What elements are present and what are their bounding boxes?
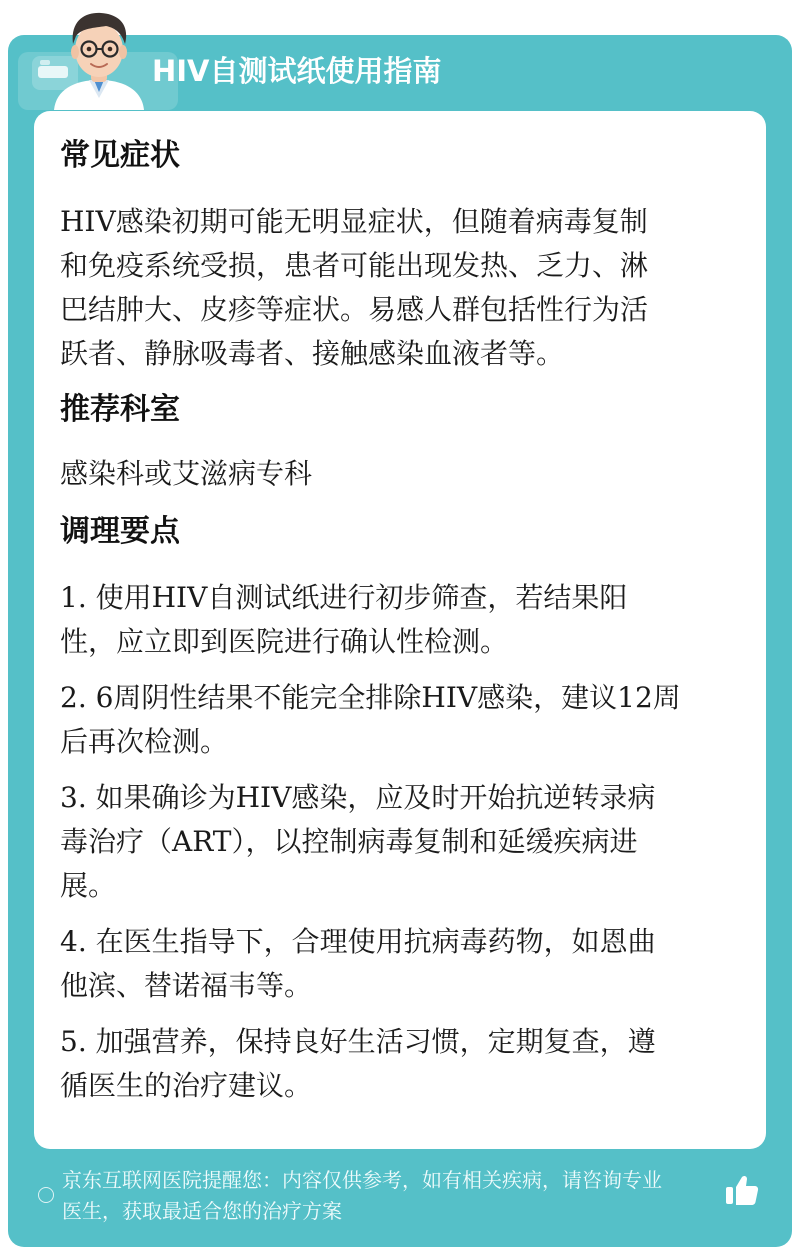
guide-content: [60, 130, 740, 1108]
symptoms-line: 和免疫系统受损，患者可能出现发热、乏力、淋: [60, 249, 649, 282]
care-item: [60, 776, 740, 908]
care-item-line: 性，应立即到医院进行确认性检测。: [60, 625, 509, 658]
care-item: [60, 920, 740, 1008]
care-item-line: 5. 加强营养，保持良好生活习惯，定期复查，遵: [60, 1025, 656, 1058]
doctor-avatar: [46, 6, 152, 110]
care-item: [60, 676, 740, 764]
care-item-line: 毒治疗（ART），以控制病毒复制和延缓疾病进: [60, 825, 638, 858]
care-item-line: 后再次检测。: [60, 725, 229, 758]
care-item-line: 1. 使用HIV自测试纸进行初步筛查，若结果阳: [60, 581, 628, 614]
symptoms-paragraph: [60, 200, 740, 376]
thumbs-up-icon[interactable]: [725, 1174, 759, 1206]
care-heading: 调理要点: [60, 514, 180, 549]
care-item: [60, 576, 740, 664]
symptoms-line: 跃者、静脉吸毒者、接触感染血液者等。: [60, 337, 565, 370]
symptoms-heading: 常见症状: [60, 138, 180, 173]
info-icon: [38, 1187, 54, 1203]
disclaimer-text: [62, 1165, 728, 1227]
symptoms-line: HIV感染初期可能无明显症状，但随着病毒复制: [60, 205, 648, 238]
disclaimer-line: 京东互联网医院提醒您：内容仅供参考，如有相关疾病，请咨询专业: [62, 1168, 662, 1192]
care-item-line: 展。: [60, 869, 117, 902]
department-heading: 推荐科室: [60, 392, 180, 427]
department-text: 感染科或艾滋病专科: [60, 457, 313, 490]
care-item-line: 2. 6周阴性结果不能完全排除HIV感染，建议12周: [60, 681, 681, 714]
care-item-line: 3. 如果确诊为HIV感染，应及时开始抗逆转录病: [60, 781, 656, 814]
care-item: [60, 1020, 740, 1108]
care-item-line: 4. 在医生指导下，合理使用抗病毒药物，如恩曲: [60, 925, 656, 958]
disclaimer-line: 医生，获取最适合您的治疗方案: [62, 1199, 342, 1223]
symptoms-line: 巴结肿大、皮疹等症状。易感人群包括性行为活: [60, 293, 649, 326]
care-item-line: 他滨、替诺福韦等。: [60, 969, 313, 1002]
care-item-line: 循医生的治疗建议。: [60, 1069, 313, 1102]
page-title: HIV自测试纸使用指南: [152, 54, 442, 88]
